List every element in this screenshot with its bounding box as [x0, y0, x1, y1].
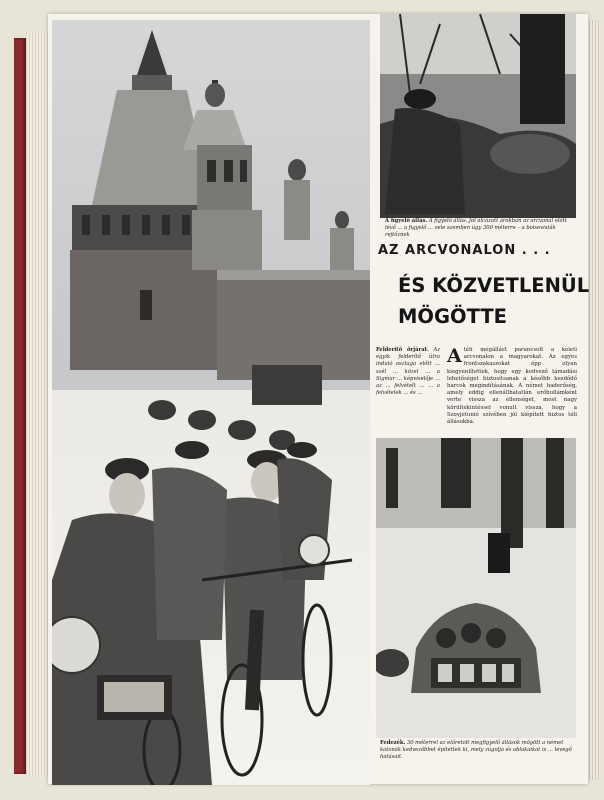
headline-line-2: MÖGÖTTE: [398, 305, 507, 328]
photo-dugout: [376, 438, 576, 738]
page-edges-right: [586, 20, 600, 780]
caption-observer-post: [385, 218, 570, 239]
dugout-photo-illustration: [376, 438, 576, 738]
caption-patrol-label: Felderítő őrjárat.: [376, 347, 429, 353]
caption-dugout-text: 30 méterrel az előretolt megfigyelő állások mögött a német katonák kedvezőbbet építettek ki, mely zúgolja és ablakaikat is ... levegő hatásait.: [380, 740, 572, 760]
main-photo-illustration: [52, 20, 370, 785]
caption-observer-label: A figyelő állás.: [385, 218, 428, 224]
photo-observer-post: [380, 14, 576, 218]
article-headline: [398, 270, 589, 332]
book-spine: [14, 38, 26, 774]
caption-observer-text: A figyelő állás. Jól álcázott árokban az arcvonal előtt lévő ... a figyelő ... vele szemben úgy 300 méterre – a bolsevisták rejtőznek: [385, 218, 567, 238]
body-text: téli megállást parancsolt a keleti arcvonalon a magyarokat. Az egyes frontszakaszokat épp olyan kiegyenlítettek, hogy egy kedvező támadási lehetőséget biztosítsanak a később kezdődő harcok megindításának. A német haderőség, amely eddig ellenállhatatlan erőhullámként verte vissza az ellenséget, most nagy körültekintéssel vonult vissza, hogy a Szovjetunió szívében jól kiépített biztos téli állásokba.: [447, 347, 577, 426]
article-kicker: AZ ARCVONALON . . .: [378, 243, 551, 258]
caption-dugout: [380, 740, 576, 761]
body-dropcap: A: [447, 345, 462, 367]
caption-dugout-label: Fedezék.: [380, 740, 406, 746]
article-body: [447, 347, 577, 426]
caption-patrol-text: Az egyik felderítő útra induló osztaga előtt ... szél ... közel ... a Sigmar ... képviselője ... az ... felvételt ... ... a felvételek ... és ...: [376, 347, 440, 397]
headline-line-1: ÉS KÖZVETLENÜL: [398, 274, 590, 297]
caption-patrol: [376, 347, 440, 397]
main-photo-soldiers-bicycles: [52, 20, 370, 785]
observer-photo-illustration: [380, 14, 576, 218]
